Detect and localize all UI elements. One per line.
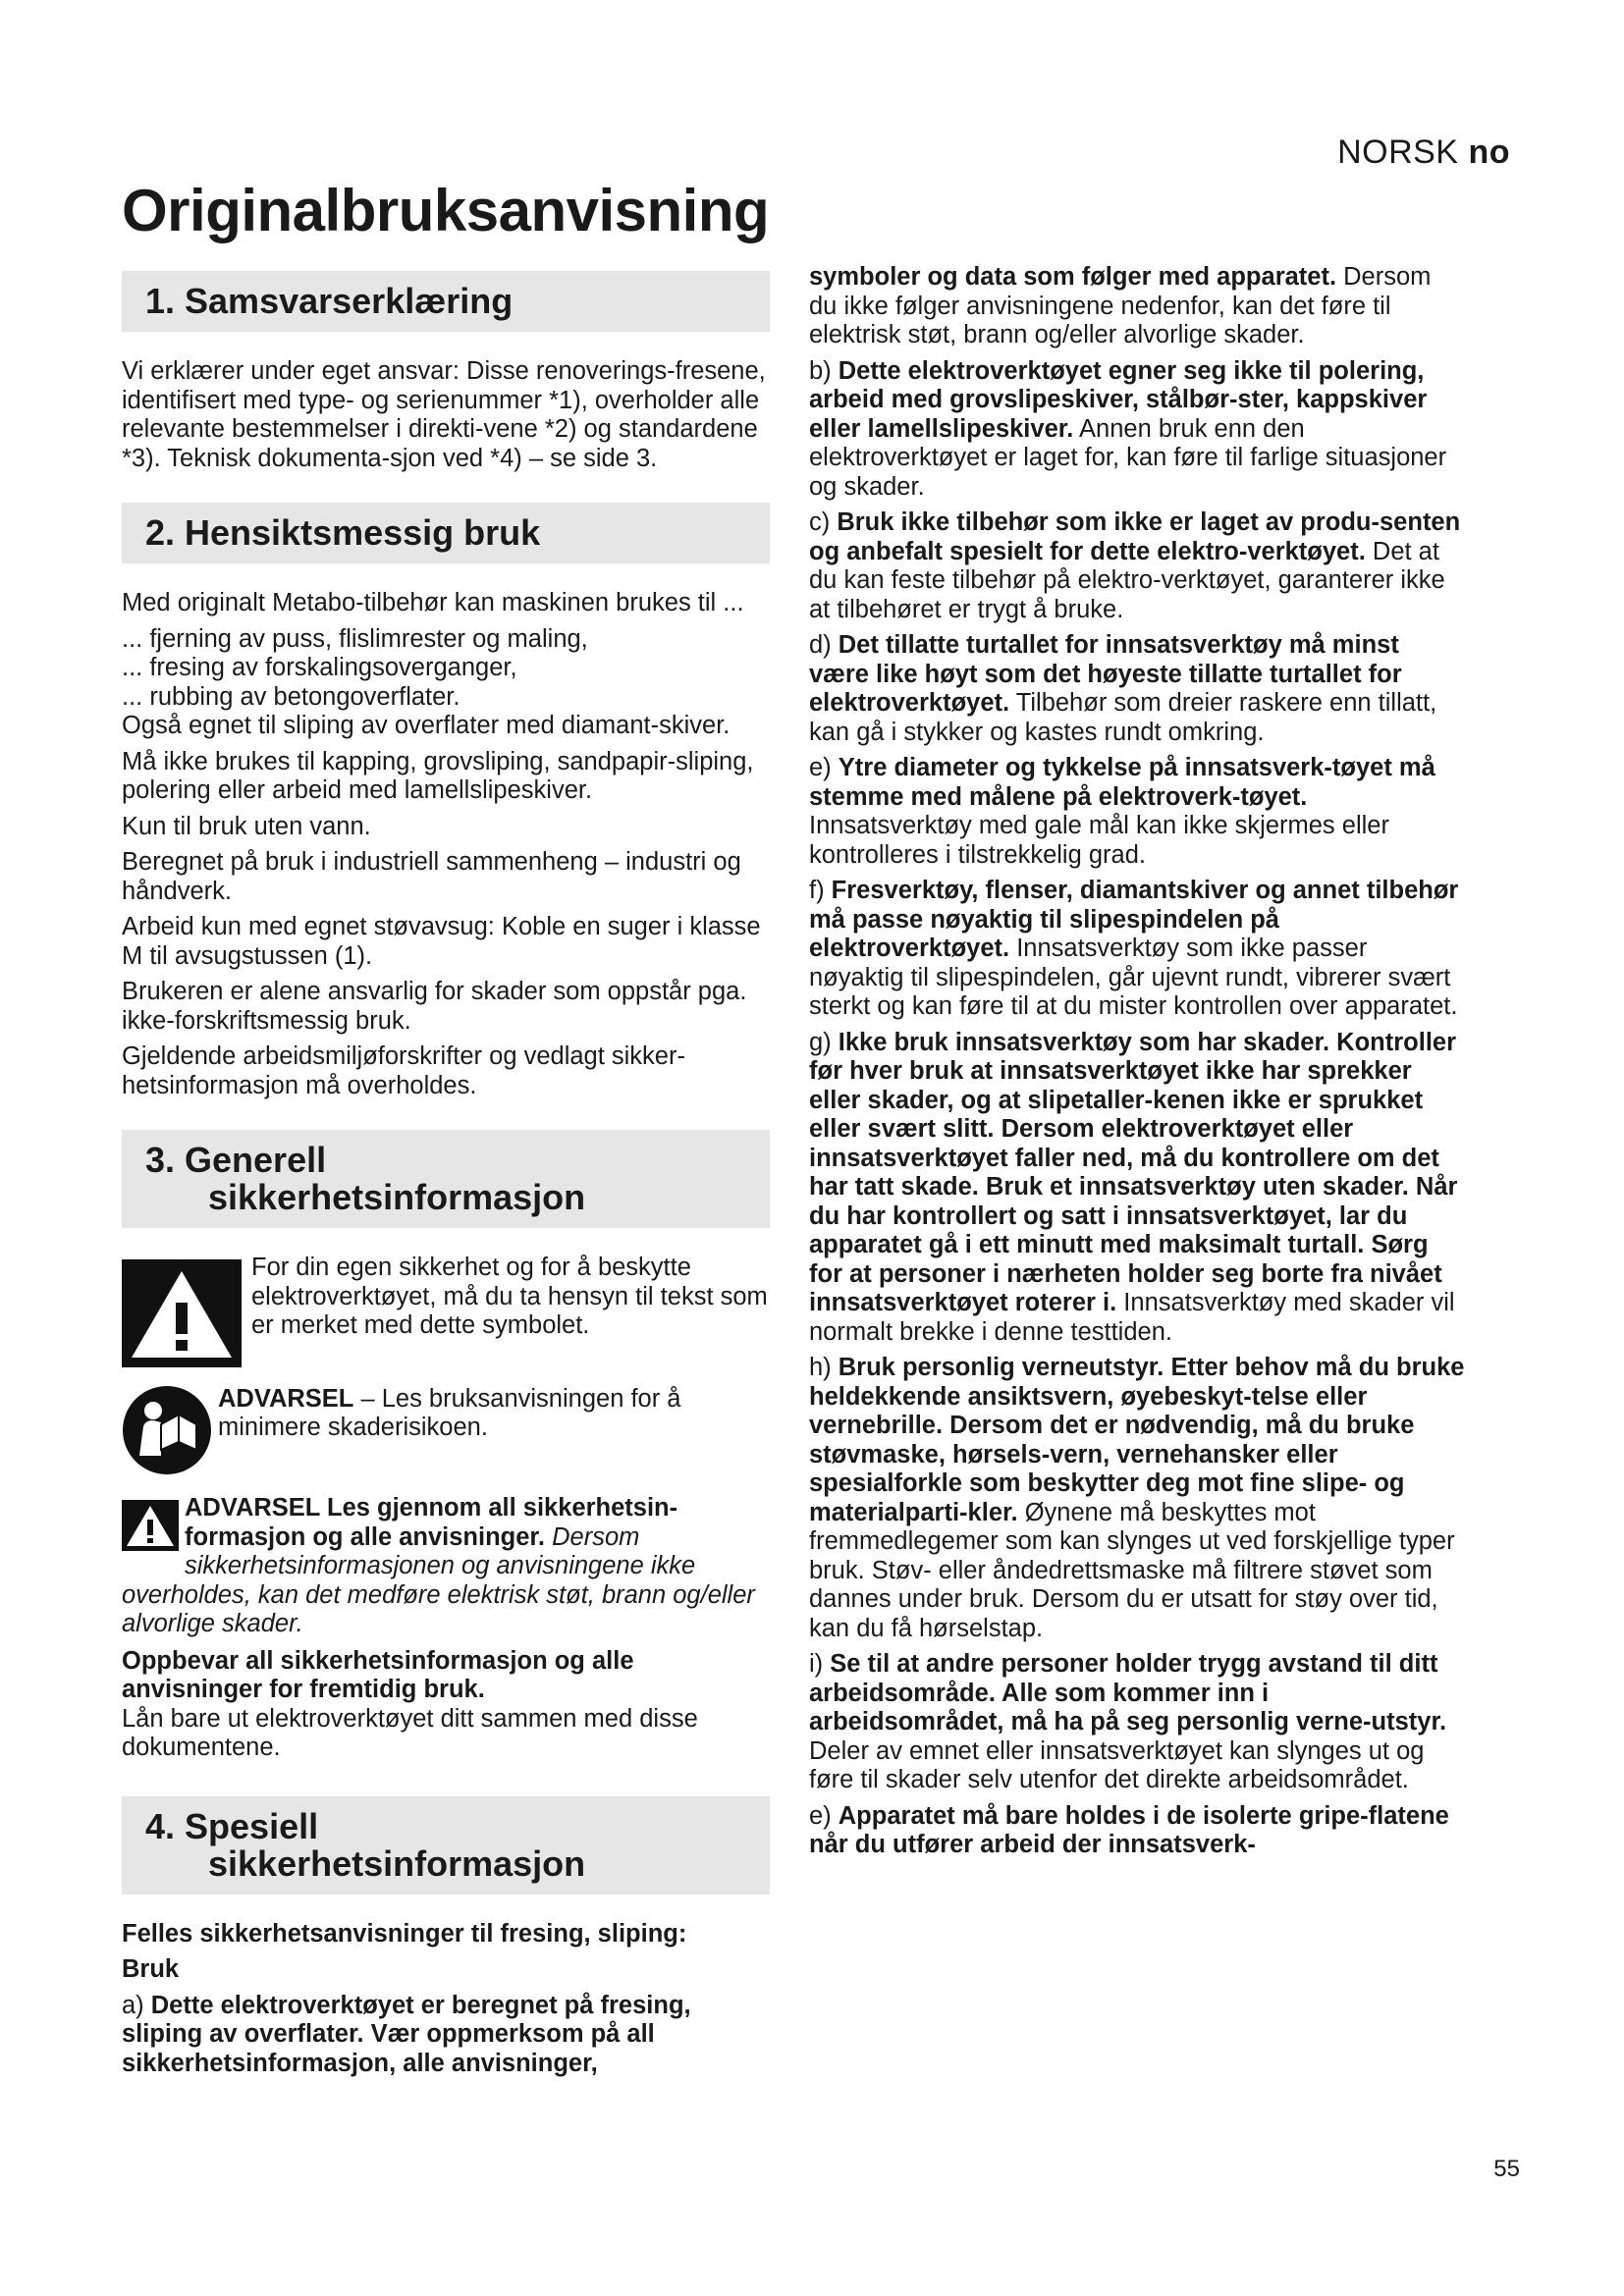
section-2-paragraph: Gjeldende arbeidsmiljøforskrifter og vedlagt sikker-hetsinformasjon må overholdes. xyxy=(122,1042,685,1099)
language-label xyxy=(1337,133,1510,172)
general-warning xyxy=(122,1494,770,1639)
section-4-subheading: Felles sikkerhetsanvisninger til fresing, sliping: xyxy=(122,1919,687,1948)
general-warning-bold: ADVARSEL Les gjennom all sikkerhetsin-formasjon og alle anvisninger. xyxy=(185,1494,678,1551)
section-4-heading xyxy=(122,1796,770,1895)
item-g-rest: Innsatsverktøy med skader vil normalt brekke i denne testtiden. xyxy=(809,1289,1455,1346)
item-c xyxy=(809,508,1465,624)
item-d xyxy=(809,631,1465,747)
left-column xyxy=(122,263,770,2085)
item-h xyxy=(809,1354,1465,1643)
item-e2 xyxy=(809,1802,1465,1860)
section-4-heading-line2: sikkerhetsinformasjon xyxy=(208,1842,586,1884)
item-b-rest: Annen bruk enn den elektroverktøyet er laget for, kan føre til farlige situasjoner og skader. xyxy=(809,414,1447,501)
section-3-heading-line2: sikkerhetsinformasjon xyxy=(208,1177,586,1217)
language-name: NORSK xyxy=(1337,133,1459,171)
section-1-text: Vi erklærer under eget ansvar: Disse renoverings-fresene, identifisert med type- og serienummer *1), overholder alle relevante bestemmelser i direkti-vene *2) og standardene *3). Teknisk dokumenta-sjon ved *4) – se side 3. xyxy=(122,357,766,472)
item-a-label: a) xyxy=(122,1991,151,2019)
section-4-use-heading: Bruk xyxy=(122,1955,180,1983)
general-warning-text xyxy=(122,1494,770,1639)
section-2-paragraph: Brukeren er alene ansvarlig for skader som oppstår pga. ikke-forskriftsmessig bruk. xyxy=(122,978,747,1035)
item-e-bold: Ytre diameter og tykkelse på innsatsverk-tøyet må stemme med målene på elektroverk-tøyet. xyxy=(809,754,1435,811)
section-3-heading xyxy=(122,1130,770,1228)
section-4-heading-line1: 4. Spesiell xyxy=(145,1805,319,1846)
item-i-rest: Deler av emnet eller innsatsverktøyet kan slynges ut og føre til skader selv utenfor det direkte arbeidsområdet. xyxy=(809,1736,1425,1793)
section-3-heading-line1: 3. Generell xyxy=(145,1140,327,1180)
item-e xyxy=(809,754,1465,870)
item-e-label: e) xyxy=(809,754,839,781)
section-2-heading: 2. Hensiktsmessig bruk xyxy=(122,503,770,563)
item-a-bold: Dette elektroverktøyet er beregnet på fresing, sliping av overflater. Vær oppmerksom på all sikkerhetsinformasjon, alle anvisninger, xyxy=(122,1991,691,2077)
item-d-label: d) xyxy=(809,631,839,659)
list-item: ... fresing av forskalingsoverganger, xyxy=(122,654,517,681)
item-e-rest: Innsatsverktøy med gale mål kan ikke skjermes eller kontrolleres i tilstrekkelig grad. xyxy=(809,812,1389,869)
page-number: 55 xyxy=(1493,2156,1520,2182)
warning-triangle-icon xyxy=(122,1259,242,1375)
item-g-bold: Ikke bruk innsatsverktøy som har skader. Kontroller før hver bruk at innsatsverktøyet ikke har sprekker eller skader, og at slipetaller-kenen ikke er sprukket eller svært slitt. Dersom elektroverktøyet eller innsatsverktøyet faller ned, må du kontrollere om det har tatt skade. Bruk et innsatsverktøy uten skader. Når du har kontrollert og satt i innsatsverktøyet, lar du apparatet gå i ett minutt med maksimalt turtall. Sørg for at personer i nærheten holder seg borte fra nivået innsatsverktøyet roterer i. xyxy=(809,1028,1458,1316)
item-c-bold: Bruk ikke tilbehør som ikke er laget av produ-senten og anbefalt spesielt for dette elektro-verktøyet. xyxy=(809,508,1461,565)
read-manual-text xyxy=(218,1385,770,1443)
warning-triangle-icon xyxy=(122,1500,179,1559)
list-item: ... rubbing av betongoverflater. xyxy=(122,682,460,711)
section-2-paragraph: Arbeid kun med egnet støvavsug: Koble en suger i klasse M til avsugstussen (1). xyxy=(122,913,761,970)
item-i-bold: Se til at andre personer holder trygg avstand til ditt arbeidsområde. Alle som kommer inn i arbeidsområdet, må ha på seg personlig verne-utstyr. xyxy=(809,1650,1447,1735)
item-f xyxy=(809,877,1465,1022)
item-b-label: b) xyxy=(809,356,839,385)
section-2-intro: Med originalt Metabo-tilbehør kan maskinen brukes til ... xyxy=(122,589,744,616)
item-b xyxy=(809,357,1465,503)
item-d-bold: Det tillatte turtallet for innsatsverktøy må minst være like høyt som det høyeste tillatte turtallet for elektroverktøyet. xyxy=(809,631,1402,717)
item-b-bold: Dette elektroverktøyet egner seg ikke til polering, arbeid med grovslipeskiver, stålbør-ster, kappskiver eller lamellslipeskiver. xyxy=(809,356,1428,443)
item-a xyxy=(122,1992,770,2079)
item-e2-label: e) xyxy=(809,1801,839,1830)
read-manual-icon xyxy=(122,1385,212,1483)
read-manual-notice xyxy=(122,1385,770,1483)
item-i-label: i) xyxy=(809,1650,831,1678)
general-warning-italic: Dersom sikkerhetsinformasjonen og anvisningene ikke overholdes, kan det medføre elektrisk støt, brann og/eller alvorlige skader. xyxy=(122,1522,755,1637)
section-2-paragraph: Beregnet på bruk i industriell sammenheng – industri og håndverk. xyxy=(122,848,741,905)
item-e2-bold: Apparatet må bare holdes i de isolerte gripe-flatene når du utfører arbeid der innsatsverk- xyxy=(809,1801,1449,1858)
read-manual-warning-rest: – Les bruksanvisningen for å minimere skaderisikoen. xyxy=(218,1384,681,1441)
section-2-paragraph: Kun til bruk uten vann. xyxy=(122,812,371,840)
item-a-continued xyxy=(809,263,1465,350)
section-2-list xyxy=(122,625,770,713)
item-a-cont-bold: symboler og data som følger med apparatet. xyxy=(809,263,1337,291)
item-f-label: f) xyxy=(809,877,832,904)
item-c-label: c) xyxy=(809,508,838,536)
section-1-heading: 1. Samsvarserklæring xyxy=(122,271,770,332)
item-h-label: h) xyxy=(809,1354,839,1381)
item-g xyxy=(809,1029,1465,1348)
right-column xyxy=(809,263,1465,1867)
item-i xyxy=(809,1650,1465,1795)
item-d-rest: Tilbehør som dreier raskere enn tillatt, kan gå i stykker og kastes rundt omkring. xyxy=(809,689,1437,746)
item-f-rest: Innsatsverktøy som ikke passer nøyaktig til slipespindelen, går ujevnt rundt, vibrerer svært sterkt og kan føre til at du mister kontrollen over apparatet. xyxy=(809,934,1458,1020)
item-c-rest: Det at du kan feste tilbehør på elektro-verktøyet, garanterer ikke at tilbehøret er trygt å bruke. xyxy=(809,537,1445,623)
keep-instructions-bold: Oppbevar all sikkerhetsinformasjon og alle anvisninger for fremtidig bruk. xyxy=(122,1646,634,1703)
item-a-cont-rest: Dersom du ikke følger anvisningene nedenfor, kan det føre til elektrisk støt, brann og/eller alvorlige skader. xyxy=(809,263,1432,348)
read-manual-warning-word: ADVARSEL xyxy=(218,1384,354,1413)
section-2-paragraph: Må ikke brukes til kapping, grovsliping, sandpapir-sliping, polering eller arbeid med lamellslipeskiver. xyxy=(122,747,754,804)
item-f-bold: Fresverktøy, flenser, diamantskiver og annet tilbehør må passe nøyaktig til slipespindelen på elektroverktøyet. xyxy=(809,877,1459,962)
item-g-label: g) xyxy=(809,1028,839,1056)
list-item: ... fjerning av puss, flislimrester og maling, xyxy=(122,624,588,653)
item-h-bold: Bruk personlig verneutstyr. Etter behov må du bruke heldekkende ansiktsvern, øyebeskyt-telse eller vernebrille. Dersom det er nødvendig, må du bruke støvmaske, hørsels-vern, vernehansker eller spesialforkle som beskytter deg mot fine slipe- og materialparti-kler. xyxy=(809,1354,1465,1526)
safety-notice xyxy=(122,1254,770,1375)
language-code: no xyxy=(1468,133,1510,171)
item-h-rest: Øynene må beskyttes mot fremmedlegemer som kan slynges ut ved forskjellige typer bruk. Støv- eller åndedrettsmaske må filtrere støvet som dannes under bruk. Dersom du er utsatt for støy over tid, kan du få hørselstap. xyxy=(809,1498,1455,1642)
page-title: Originalbruksanvisning xyxy=(122,178,770,243)
section-2-paragraph: Også egnet til sliping av overflater med diamant-skiver. xyxy=(122,712,731,739)
keep-instructions-text: Lån bare ut elektroverktøyet ditt sammen med disse dokumentene. xyxy=(122,1704,698,1761)
safety-notice-text: For din egen sikkerhet og for å beskytte elektroverktøyet, må du ta hensyn til tekst som er merket med dette symbolet. xyxy=(251,1254,768,1339)
